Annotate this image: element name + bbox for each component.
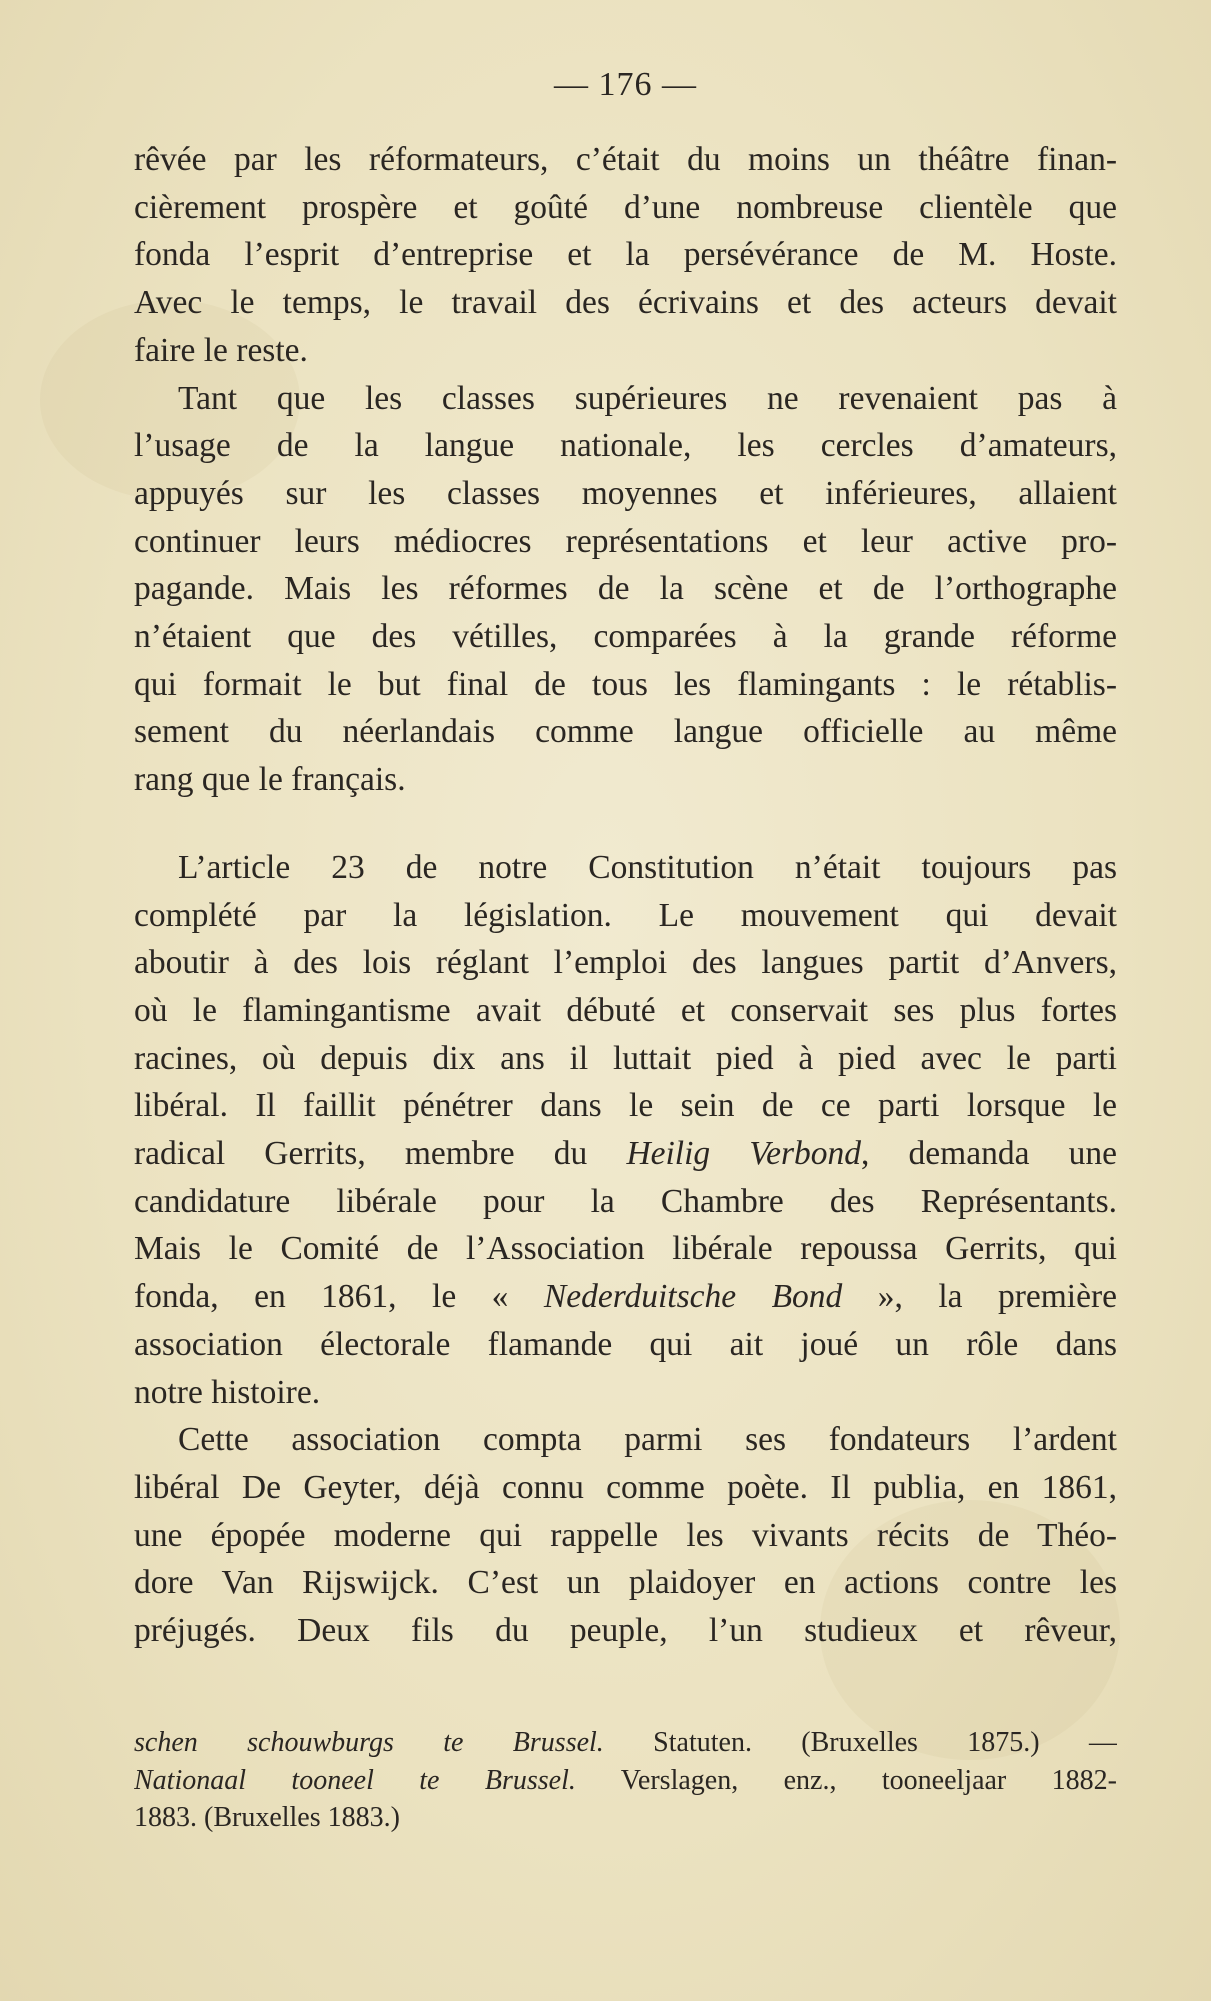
text-line: qui formait le but final de tous les flamingants : le rétablis- <box>134 665 1117 703</box>
footnote <box>134 1724 1117 1837</box>
text-run: Verslagen, enz., tooneeljaar 1882- <box>575 1764 1117 1796</box>
footnote-line: 1883. (Bruxelles 1883.) <box>134 1802 400 1833</box>
italic-title: Nationaal tooneel te Brussel. <box>134 1764 576 1796</box>
text-line: libéral. Il faillit pénétrer dans le sein de ce parti lorsque le <box>134 1087 1117 1125</box>
text-line: candidature libérale pour la Chambre des Représentants. <box>134 1182 1117 1220</box>
italic-title: Nederduitsche Bond <box>543 1278 843 1316</box>
text-run: fonda, en 1861, le « <box>134 1278 544 1316</box>
text-line: aboutir à des lois réglant l’emploi des langues partit d’Anvers, <box>134 944 1117 982</box>
text-line: notre histoire. <box>134 1373 321 1411</box>
paragraph <box>134 136 1117 375</box>
text-line: l’usage de la langue nationale, les cercles d’amateurs, <box>134 427 1117 465</box>
footnote-line <box>134 1762 1117 1800</box>
text-line: appuyés sur les classes moyennes et inférieures, allaient <box>134 474 1117 512</box>
text-line: préjugés. Deux fils du peuple, l’un studieux et rêveur, <box>134 1612 1117 1650</box>
text-run: , demanda une <box>861 1135 1117 1173</box>
paragraph <box>134 844 1117 1416</box>
text-line: cièrement prospère et goûté d’une nombreuse clientèle que <box>134 188 1117 226</box>
italic-title: schen schouwburgs te Brussel. <box>134 1727 604 1758</box>
paragraph <box>134 1416 1117 1655</box>
text-run: Statuten. (Bruxelles 1875.) — <box>603 1727 1117 1758</box>
italic-title: Heilig Verbond <box>626 1135 861 1173</box>
text-line: Tant que les classes supérieures ne revenaient pas à <box>178 379 1117 417</box>
text-line: sement du néerlandais comme langue officielle au même <box>134 713 1117 751</box>
text-line: une épopée moderne qui rappelle les vivants récits de Théo- <box>134 1516 1117 1554</box>
text-line: pagande. Mais les réformes de la scène et de l’orthographe <box>134 570 1117 608</box>
text-line: libéral De Geyter, déjà connu comme poète. Il publia, en 1861, <box>134 1468 1117 1506</box>
page-number: — 176 — <box>554 66 697 103</box>
text-line: où le flamingantisme avait débuté et conservait ses plus fortes <box>134 991 1117 1029</box>
text-line <box>134 1273 1117 1321</box>
text-line <box>134 1130 1117 1178</box>
text-line: rang que le français. <box>134 761 406 799</box>
text-line: n’étaient que des vétilles, comparées à la grande réforme <box>134 618 1117 656</box>
paragraph <box>134 375 1117 804</box>
text-line: fonda l’esprit d’entreprise et la persévérance de M. Hoste. <box>134 236 1117 274</box>
text-line: Cette association compta parmi ses fondateurs l’ardent <box>178 1421 1117 1459</box>
text-line: dore Van Rijswijck. C’est un plaidoyer en actions contre les <box>134 1564 1117 1602</box>
text-line: racines, où depuis dix ans il luttait pied à pied avec le parti <box>134 1039 1117 1077</box>
text-run: », la première <box>842 1278 1117 1316</box>
text-line: faire le reste. <box>134 331 308 369</box>
body-text <box>134 136 1117 1655</box>
text-line: Avec le temps, le travail des écrivains et des acteurs devait <box>134 284 1117 322</box>
text-line: L’article 23 de notre Constitution n’était toujours pas <box>178 848 1117 886</box>
text-line: continuer leurs médiocres représentations et leur active pro- <box>134 522 1117 560</box>
text-line: association électorale flamande qui ait joué un rôle dans <box>134 1325 1117 1363</box>
footnote-line <box>134 1724 1117 1762</box>
text-run: radical Gerrits, membre du <box>134 1135 627 1173</box>
text-line: Mais le Comité de l’Association libérale repoussa Gerrits, qui <box>134 1230 1117 1268</box>
text-line: rêvée par les réformateurs, c’était du moins un théâtre finan- <box>134 141 1117 178</box>
text-line: complété par la législation. Le mouvement qui devait <box>134 896 1117 934</box>
